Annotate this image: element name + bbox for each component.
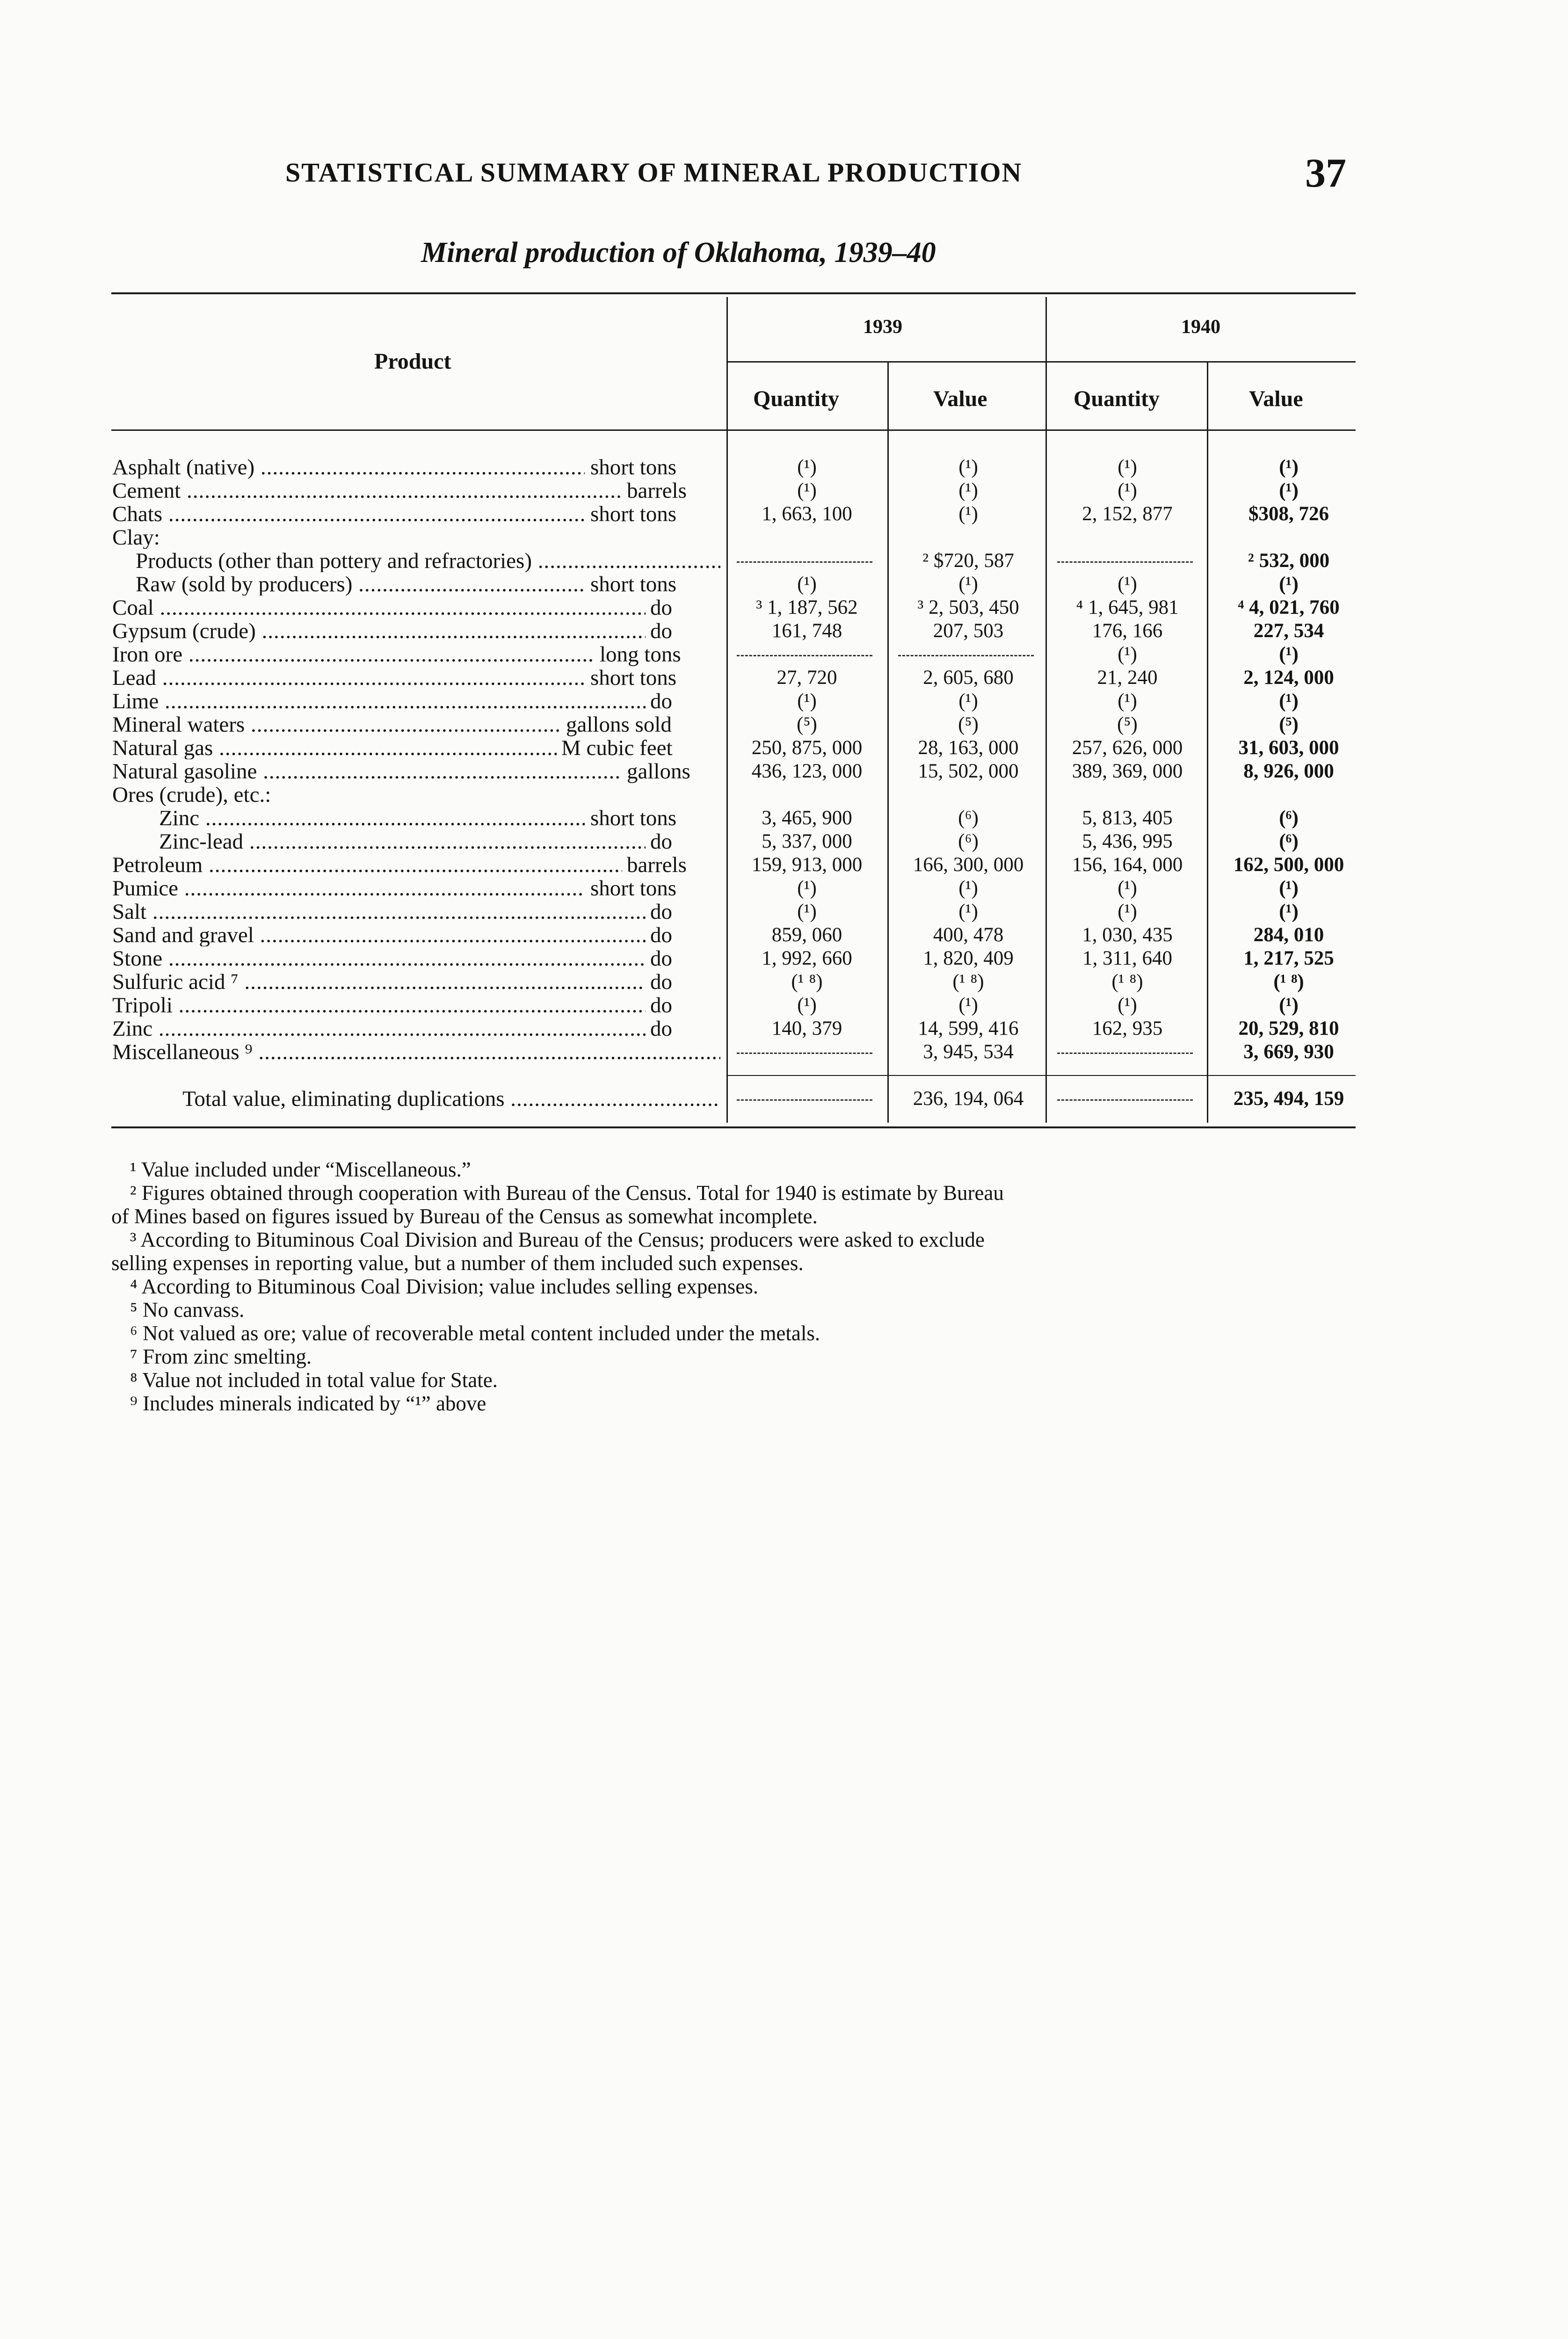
- running-head: STATISTICAL SUMMARY OF MINERAL PRODUCTION: [285, 157, 1023, 188]
- total-value-1940: 235, 494, 159: [1233, 1088, 1344, 1110]
- value-1940: (¹): [1279, 877, 1299, 899]
- product-unit: M cubic feet: [561, 736, 673, 760]
- footnote-1: ¹ Value included under “Miscellaneous.”: [130, 1158, 471, 1181]
- product-name: Iron ore .....: [112, 643, 594, 666]
- quantity-1939: (¹): [797, 479, 817, 501]
- value-1939: (¹): [958, 994, 978, 1016]
- table-row: [0, 690, 1568, 713]
- product-unit: do: [650, 1017, 672, 1041]
- value-1939: ³ 2, 503, 450: [917, 596, 1019, 618]
- value-1939: 14, 599, 416: [918, 1017, 1019, 1039]
- value-1940: ⁴ 4, 021, 760: [1238, 596, 1340, 618]
- year-1940-header: 1940: [1181, 316, 1220, 338]
- product-category: Ores (crude), etc.:: [112, 784, 271, 806]
- table-row: [0, 901, 1568, 924]
- header-vline-3: [887, 363, 889, 430]
- value-1939: 166, 300, 000: [913, 854, 1024, 876]
- quantity-1940-header: Quantity: [1074, 386, 1160, 411]
- product-unit: long tons: [600, 642, 681, 667]
- table-row: [0, 1017, 1568, 1041]
- footnotes: [111, 1158, 1374, 1415]
- product-name: Salt .....: [112, 901, 646, 923]
- product-name: Products (other than pottery and refractories) .....: [136, 550, 720, 572]
- product-name: Lead .....: [112, 667, 585, 689]
- value-1939: (¹): [958, 690, 978, 712]
- product-unit: do: [650, 970, 672, 994]
- table-row: [0, 620, 1568, 643]
- footnote-9: ⁹ Includes minerals indicated by “¹” above: [130, 1392, 486, 1415]
- table-row: [0, 830, 1568, 854]
- value-1939: (⁵): [958, 713, 979, 735]
- quantity-1940: 21, 240: [1097, 667, 1158, 689]
- value-1939: 1, 820, 409: [923, 947, 1014, 969]
- quantity-1939: 27, 720: [777, 667, 837, 689]
- footnote-3-continued: selling expenses in reporting value, but a number of them included such expenses.: [111, 1251, 804, 1275]
- quantity-1940: (¹): [1118, 994, 1137, 1016]
- value-1940: 3, 669, 930: [1243, 1041, 1334, 1063]
- product-unit: do: [650, 900, 672, 924]
- quantity-1939: (¹): [797, 456, 817, 478]
- value-1939: (⁶): [958, 830, 979, 852]
- table-row: [0, 877, 1568, 901]
- footnote-4: ⁴ According to Bituminous Coal Division; value includes selling expenses.: [130, 1275, 759, 1298]
- table-row: [0, 784, 1568, 807]
- product-unit: do: [650, 946, 672, 971]
- footnote-6: ⁶ Not valued as ore; value of recoverable metal content included under the metals.: [130, 1322, 820, 1345]
- table-row: [0, 667, 1568, 690]
- table-row: [0, 924, 1568, 947]
- product-name: Pumice .....: [112, 877, 585, 900]
- value-1940: (¹): [1279, 643, 1299, 665]
- total-label: Total value, eliminating duplications .....: [182, 1088, 720, 1110]
- quantity-1940: 389, 369, 000: [1072, 760, 1183, 782]
- product-unit: do: [650, 619, 672, 643]
- quantity-1939-header: Quantity: [753, 386, 840, 411]
- product-name: Sulfuric acid ⁷ .....: [112, 971, 646, 993]
- quantity-1940: 156, 164, 000: [1072, 854, 1183, 876]
- value-1939: (¹): [958, 456, 978, 478]
- product-name: Natural gas .....: [112, 737, 557, 759]
- value-1939: 3, 945, 534: [923, 1041, 1014, 1063]
- product-name: Natural gasoline .....: [112, 760, 622, 783]
- value-1939: (¹ ⁸): [952, 971, 984, 993]
- value-1940: ² 532, 000: [1248, 550, 1330, 572]
- table-row: [0, 643, 1568, 667]
- quantity-1940: 176, 166: [1092, 620, 1163, 642]
- product-name: Stone .....: [112, 947, 646, 970]
- value-1940: (¹): [1279, 456, 1299, 478]
- value-1940: (¹): [1279, 994, 1299, 1016]
- empty-cell-dash: [737, 655, 872, 656]
- quantity-1940: 1, 311, 640: [1082, 947, 1172, 969]
- header-bottom-rule: [111, 429, 1356, 431]
- table-row: [0, 1041, 1568, 1064]
- quantity-1939: 1, 663, 100: [762, 503, 852, 525]
- quantity-1939: (¹): [797, 573, 817, 595]
- quantity-1939: 436, 123, 000: [751, 760, 863, 782]
- quantity-1940: ⁴ 1, 645, 981: [1076, 596, 1179, 618]
- quantity-1940: 257, 626, 000: [1072, 737, 1183, 759]
- value-1940: (¹): [1279, 479, 1299, 501]
- product-name: Zinc .....: [112, 1017, 646, 1040]
- total-row: [0, 1088, 1568, 1111]
- value-1940: 227, 534: [1253, 620, 1324, 642]
- quantity-1940: (¹): [1118, 901, 1137, 923]
- value-1940: $308, 726: [1249, 503, 1329, 525]
- empty-cell-dash: [737, 1053, 872, 1054]
- product-name: Tripoli .....: [112, 994, 646, 1017]
- value-1939: 400, 478: [933, 924, 1004, 946]
- value-1940-header: Value: [1249, 386, 1303, 411]
- quantity-1939: (¹): [797, 901, 817, 923]
- product-name: Lime .....: [112, 690, 646, 712]
- product-name: Mineral waters .....: [112, 713, 561, 736]
- value-1940: 162, 500, 000: [1233, 854, 1344, 876]
- bottom-rule: [111, 1126, 1356, 1128]
- product-column-header: Product: [374, 349, 451, 374]
- product-unit: short tons: [590, 666, 677, 690]
- empty-cell-dash: [898, 655, 1034, 656]
- product-unit: do: [650, 689, 672, 713]
- empty-cell-dash: [737, 1099, 872, 1101]
- value-1940: 20, 529, 810: [1238, 1017, 1339, 1039]
- value-1940: (⁵): [1279, 713, 1299, 735]
- quantity-1940: (¹): [1118, 573, 1137, 595]
- header-vline-4: [1207, 363, 1208, 430]
- quantity-1939: (¹): [797, 994, 817, 1016]
- table-row: [0, 456, 1568, 479]
- value-1939: 28, 163, 000: [918, 737, 1019, 759]
- table-row: [0, 573, 1568, 596]
- quantity-1940: (¹): [1118, 643, 1137, 665]
- value-1939: 15, 502, 000: [918, 760, 1019, 782]
- empty-cell-dash: [1057, 1099, 1193, 1101]
- quantity-1939: 859, 060: [771, 924, 842, 946]
- quantity-1940: 2, 152, 877: [1082, 503, 1173, 525]
- value-1939: 207, 503: [933, 620, 1004, 642]
- value-1939: (¹): [958, 877, 978, 899]
- table-row: [0, 737, 1568, 760]
- value-1940: 1, 217, 525: [1243, 947, 1334, 969]
- quantity-1940: (¹): [1118, 877, 1137, 899]
- value-1939: (¹): [958, 503, 978, 525]
- product-name: Raw (sold by producers) .....: [136, 573, 585, 596]
- value-1939: 2, 605, 680: [923, 667, 1014, 689]
- footnote-5: ⁵ No canvass.: [130, 1298, 245, 1322]
- value-1940: (¹ ⁸): [1273, 971, 1304, 993]
- table-row: [0, 971, 1568, 994]
- product-unit: barrels: [627, 853, 687, 877]
- page-header: [0, 0, 1568, 225]
- product-name: Chats .....: [112, 503, 585, 525]
- product-name: Gypsum (crude) .....: [112, 620, 646, 642]
- value-1940: (¹): [1279, 573, 1299, 595]
- product-category: Clay:: [112, 526, 160, 549]
- product-name: Miscellaneous ⁹ .....: [112, 1041, 720, 1063]
- quantity-1939: (⁵): [797, 713, 817, 735]
- total-separator-1940: [1047, 1075, 1356, 1076]
- table-row: [0, 550, 1568, 573]
- footnote-8: ⁸ Value not included in total value for State.: [130, 1368, 498, 1392]
- product-name: Asphalt (native) .....: [112, 456, 585, 479]
- product-name: Coal .....: [112, 596, 646, 619]
- quantity-1939: 1, 992, 660: [762, 947, 852, 969]
- table-row: [0, 596, 1568, 620]
- quantity-1939: (¹): [797, 690, 817, 712]
- product-unit: short tons: [590, 572, 677, 596]
- value-1939: (⁶): [958, 807, 979, 829]
- quantity-1939: 140, 379: [771, 1017, 842, 1039]
- product-unit: gallons: [627, 759, 690, 784]
- quantity-1939: ³ 1, 187, 562: [756, 596, 858, 618]
- quantity-1940: (⁵): [1117, 713, 1138, 735]
- quantity-1939: 5, 337, 000: [762, 830, 852, 852]
- product-unit: do: [650, 596, 672, 620]
- table-row: [0, 526, 1568, 550]
- empty-cell-dash: [1057, 561, 1193, 563]
- year-1939-header: 1939: [863, 316, 902, 338]
- value-1940: 8, 926, 000: [1243, 760, 1334, 782]
- quantity-1939: 159, 913, 000: [751, 854, 863, 876]
- quantity-1940: 162, 935: [1092, 1017, 1163, 1039]
- table-title: Mineral production of Oklahoma, 1939–40: [421, 237, 936, 269]
- footnote-2: ² Figures obtained through cooperation with Bureau of the Census. Total for 1940 is estimate by Bureau: [130, 1181, 1004, 1205]
- header-vline-2: [1045, 297, 1047, 430]
- product-unit: short tons: [590, 502, 677, 526]
- value-1940: 2, 124, 000: [1243, 667, 1334, 689]
- quantity-1939: 250, 875, 000: [751, 737, 863, 759]
- product-name: Petroleum .....: [112, 854, 622, 876]
- table-row: [0, 807, 1568, 830]
- product-name: Cement .....: [112, 479, 622, 502]
- table-row: [0, 713, 1568, 737]
- quantity-1939: 161, 748: [771, 620, 842, 642]
- total-separator-1939: [728, 1075, 1045, 1076]
- value-1939: (¹): [958, 573, 978, 595]
- table-row: [0, 479, 1568, 503]
- product-unit: short tons: [590, 455, 677, 479]
- quantity-1940: (¹): [1118, 690, 1137, 712]
- table-row: [0, 947, 1568, 971]
- total-value-1939: 236, 194, 064: [913, 1088, 1024, 1110]
- product-name: Zinc-lead .....: [159, 830, 646, 853]
- quantity-1939: (¹): [797, 877, 817, 899]
- empty-cell-dash: [1057, 1053, 1193, 1054]
- quantity-1940: 5, 813, 405: [1082, 807, 1173, 829]
- value-1939: (¹): [958, 901, 978, 923]
- quantity-1940: (¹): [1118, 456, 1137, 478]
- value-1940: (⁶): [1279, 830, 1299, 852]
- product-unit: gallons sold: [566, 712, 672, 737]
- quantity-1940: (¹): [1118, 479, 1137, 501]
- empty-cell-dash: [737, 561, 872, 563]
- value-1940: (¹): [1279, 690, 1299, 712]
- table-row: [0, 854, 1568, 877]
- table-row: [0, 503, 1568, 526]
- quantity-1940: 5, 436, 995: [1082, 830, 1173, 852]
- year-underline: [728, 361, 1356, 363]
- quantity-1940: (¹ ⁸): [1111, 971, 1143, 993]
- product-unit: barrels: [627, 479, 687, 503]
- footnote-3: ³ According to Bituminous Coal Division and Bureau of the Census; producers were asked to exclude: [130, 1228, 985, 1251]
- top-rule: [111, 292, 1356, 294]
- product-unit: do: [650, 923, 672, 947]
- product-name: Sand and gravel .....: [112, 924, 646, 946]
- product-unit: short tons: [590, 876, 677, 901]
- value-1939: ² $720, 587: [922, 550, 1014, 572]
- value-1940: 284, 010: [1253, 924, 1324, 946]
- header-vline-1: [726, 297, 728, 430]
- table-row: [0, 760, 1568, 784]
- value-1940: 31, 603, 000: [1238, 737, 1339, 759]
- value-1939: (¹): [958, 479, 978, 501]
- footnote-2-continued: of Mines based on figures issued by Bureau of the Census as somewhat incomplete.: [111, 1205, 818, 1228]
- quantity-1939: 3, 465, 900: [762, 807, 852, 829]
- product-unit: short tons: [590, 806, 677, 830]
- footnote-7: ⁷ From zinc smelting.: [130, 1345, 312, 1368]
- table-row: [0, 994, 1568, 1017]
- value-1940: (¹): [1279, 901, 1299, 923]
- product-unit: do: [650, 829, 672, 854]
- value-1940: (⁶): [1279, 807, 1299, 829]
- product-unit: do: [650, 993, 672, 1017]
- value-1939-header: Value: [933, 386, 987, 411]
- page-number: 37: [1305, 151, 1346, 196]
- quantity-1939: (¹ ⁸): [791, 971, 823, 993]
- product-name: Zinc .....: [159, 807, 585, 829]
- quantity-1940: 1, 030, 435: [1082, 924, 1173, 946]
